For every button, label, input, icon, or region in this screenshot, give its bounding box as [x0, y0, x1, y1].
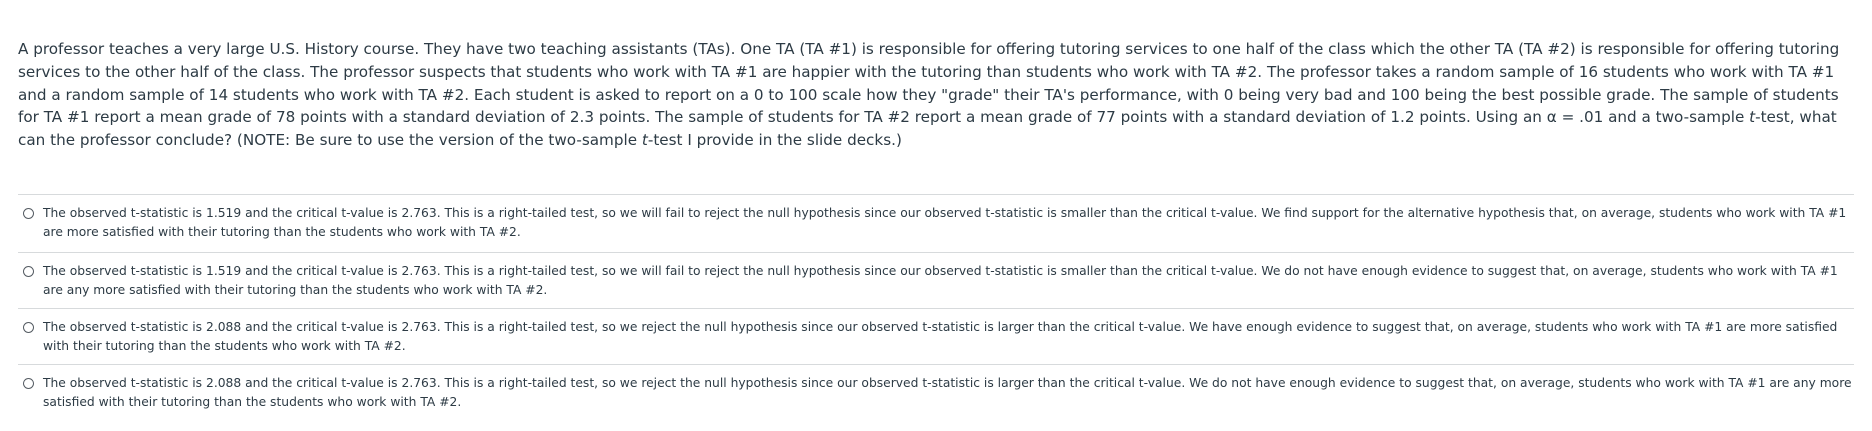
answer-label-1[interactable]: The observed t-statistic is 1.519 and the critical t-value is 2.763. This is a right-tailed test, so we will fail to reject the null hypothesis since our observed t-statistic is smaller than the critical t-value. We find support for the alternative hypothesis that, on average, students who work with TA #1 are more satisfied with their tutoring than the students who work with TA #2.	[43, 206, 1847, 239]
answer-option-3[interactable]	[18, 308, 1854, 364]
answer-option-2[interactable]	[18, 252, 1854, 308]
alpha-symbol: α	[1546, 108, 1557, 127]
radio-button-4[interactable]	[23, 378, 34, 389]
answer-option-4[interactable]	[18, 364, 1854, 420]
question-part-3: -test, what can the professor conclude? (NOTE: Be sure to use the version of the two-sample	[18, 108, 1837, 150]
question-text	[18, 38, 1848, 152]
question-part-2: = .01 and a two-sample	[1556, 108, 1750, 127]
answer-option-1[interactable]	[18, 194, 1854, 252]
answer-label-4[interactable]: The observed t-statistic is 2.088 and the critical t-value is 2.763. This is a right-tailed test, so we reject the null hypothesis since our observed t-statistic is larger than the critical t-value. We do not have enough evidence to suggest that, on average, students who work with TA #1 are any more satisfied with their tutoring than the students who work with TA #2.	[43, 376, 1852, 409]
answer-list	[18, 194, 1854, 420]
answer-label-2[interactable]: The observed t-statistic is 1.519 and the critical t-value is 2.763. This is a right-tailed test, so we will fail to reject the null hypothesis since our observed t-statistic is smaller than the critical t-value. We do not have enough evidence to suggest that, on average, students who work with TA #1 are any more satisfied with their tutoring than the students who work with TA #2.	[43, 264, 1838, 297]
radio-button-1[interactable]	[23, 208, 34, 219]
t-italic-1: t	[1749, 108, 1756, 127]
t-italic-2: t	[641, 131, 648, 150]
answer-label-3[interactable]: The observed t-statistic is 2.088 and the critical t-value is 2.763. This is a right-tailed test, so we reject the null hypothesis since our observed t-statistic is larger than the critical t-value. We have enough evidence to suggest that, on average, students who work with TA #1 are more satisfied with their tutoring than the students who work with TA #2.	[43, 320, 1838, 353]
question-part-4: -test I provide in the slide decks.)	[647, 131, 902, 150]
radio-button-3[interactable]	[23, 322, 34, 333]
radio-button-2[interactable]	[23, 266, 34, 277]
question-part-1: A professor teaches a very large U.S. History course. They have two teaching assistants (TAs). One TA (TA #1) is responsible for offering tutoring services to one half of the class which the other TA (TA #2) is responsible for offering tutoring services to the other half of the class. The professor suspects that students who work with TA #1 are happier with the tutoring than students who work with TA #2. The professor takes a random sample of 16 students who work with TA #1 and a random sample of 14 students who work with TA #2. Each student is asked to report on a 0 to 100 scale how they "grade" their TA's performance, with 0 being very bad and 100 being the best possible grade. The sample of students for TA #1 report a mean grade of 78 points with a standard deviation of 2.3 points. The sample of students for TA #2 report a mean grade of 77 points with a standard deviation of 1.2 points. Using an	[18, 40, 1840, 127]
